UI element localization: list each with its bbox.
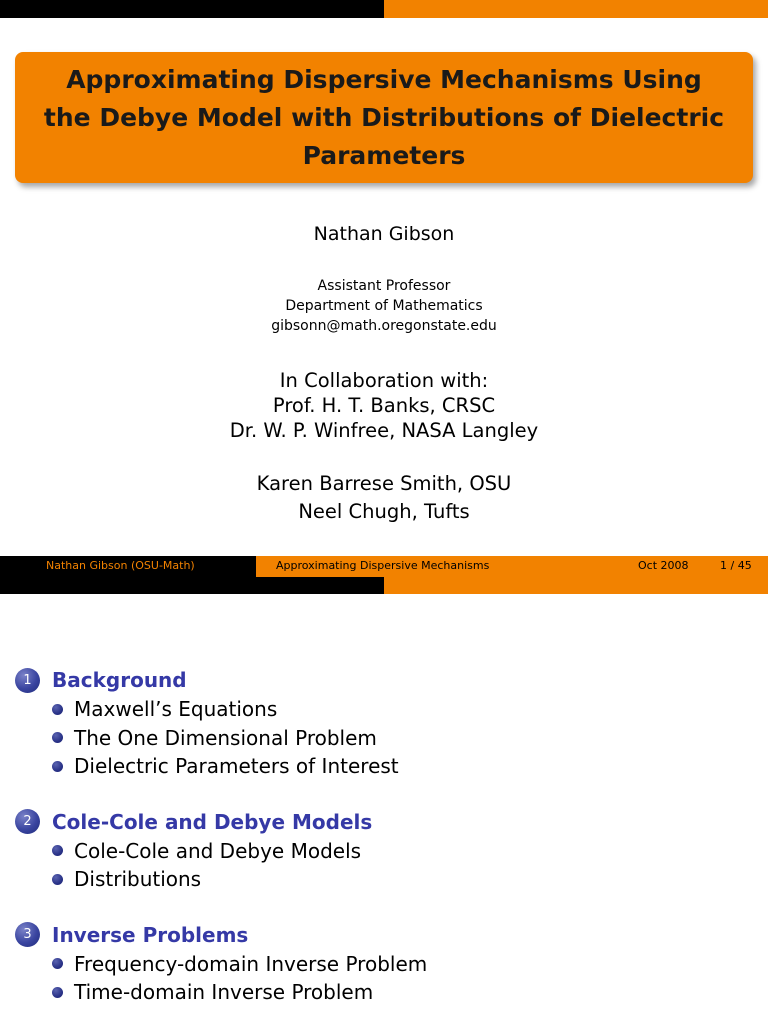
subsection-item xyxy=(52,950,755,979)
outline-section xyxy=(15,807,755,894)
collaborator: Dr. W. P. Winfree, NASA Langley xyxy=(229,419,539,442)
subsection-label: Distributions xyxy=(74,867,202,892)
outline-list xyxy=(15,665,755,1033)
footer-title: Approximating Dispersive Mechanisms xyxy=(276,559,490,572)
bullet-icon xyxy=(52,732,63,743)
collaboration-block xyxy=(0,368,768,443)
section-heading xyxy=(15,920,755,950)
subsection-label: Dielectric Parameters of Interest xyxy=(74,754,399,779)
author-name: Nathan Gibson xyxy=(313,223,455,245)
subsection-item xyxy=(52,837,755,866)
footer-page-number: 1 / 45 xyxy=(720,559,752,572)
section-title: Background xyxy=(52,668,187,692)
subsection-label: Time-domain Inverse Problem xyxy=(74,980,374,1005)
subsection-list xyxy=(15,695,755,781)
section-number-ball: 2 xyxy=(15,809,40,834)
slide-title: Approximating Dispersive Mechanisms Using the Debye Model with Distributions of Dielectric Parameters xyxy=(43,64,725,170)
footer-author: Nathan Gibson (OSU-Math) xyxy=(46,559,195,572)
subsection-item xyxy=(52,724,755,753)
subsection-label: The One Dimensional Problem xyxy=(74,725,377,750)
header-bar-dark xyxy=(0,0,384,18)
outline-section xyxy=(15,665,755,781)
footer-info-cell xyxy=(512,556,768,577)
title-block xyxy=(15,52,753,183)
author-department: Department of Mathematics xyxy=(285,298,483,314)
header-bar-dark xyxy=(0,577,384,594)
section-heading xyxy=(15,807,755,837)
subsection-item xyxy=(52,978,755,1007)
section-number-ball: 3 xyxy=(15,922,40,947)
footer-author-cell xyxy=(0,556,256,577)
top-header-bar xyxy=(0,0,768,18)
subsection-item xyxy=(52,752,755,781)
bullet-icon xyxy=(52,761,63,772)
collaboration-block-students xyxy=(0,470,768,526)
collaboration-heading: In Collaboration with: xyxy=(279,369,489,392)
second-slide-header-bar xyxy=(0,577,768,594)
subsection-label: Frequency-domain Inverse Problem xyxy=(74,951,428,976)
collaborator: Karen Barrese Smith, OSU xyxy=(256,472,512,495)
section-number-ball: 1 xyxy=(15,668,40,693)
section-title: Inverse Problems xyxy=(52,922,249,947)
header-bar-orange xyxy=(384,0,768,18)
section-title: Cole-Cole and Debye Models xyxy=(52,809,373,834)
header-bar-orange xyxy=(384,577,768,594)
bullet-icon xyxy=(52,987,63,998)
author-position: Assistant Professor xyxy=(317,278,451,294)
subsection-item xyxy=(52,865,755,894)
slide-footer xyxy=(0,556,768,577)
footer-date: Oct 2008 xyxy=(638,559,689,572)
affiliation-block xyxy=(0,276,768,336)
footer-title-cell xyxy=(256,556,512,577)
outline-section xyxy=(15,920,755,1007)
subsection-item xyxy=(52,695,755,724)
bullet-icon xyxy=(52,958,63,969)
subsection-list xyxy=(15,837,755,894)
author-email: gibsonn@math.oregonstate.edu xyxy=(271,318,497,334)
collaborator: Neel Chugh, Tufts xyxy=(298,500,470,523)
collaborator: Prof. H. T. Banks, CRSC xyxy=(272,394,496,417)
bullet-icon xyxy=(52,704,63,715)
section-heading xyxy=(15,665,755,695)
subsection-list xyxy=(15,950,755,1007)
subsection-label: Maxwell’s Equations xyxy=(74,697,278,722)
subsection-label: Cole-Cole and Debye Models xyxy=(74,838,362,863)
bullet-icon xyxy=(52,874,63,885)
bullet-icon xyxy=(52,845,63,856)
